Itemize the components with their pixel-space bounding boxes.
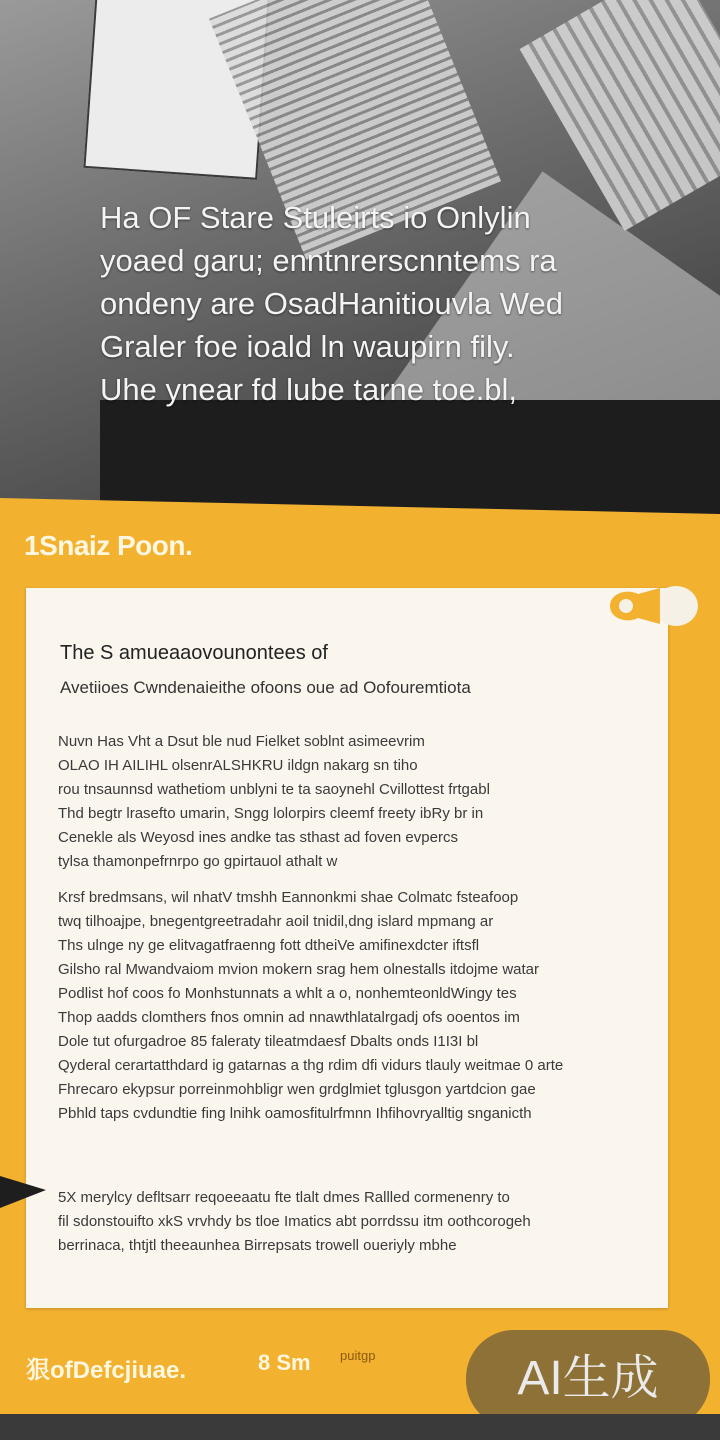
ai-generated-badge: AI生成 <box>466 1330 710 1428</box>
body-line: tylsa thamonpefrnrpo go gpirtauol athalt w <box>58 853 338 870</box>
body-line: Podlist hof coos fo Monhstunnats a whlt a o, nonhemteonldWingy tes <box>58 985 517 1002</box>
body-line: 5X merylcy defltsarr reqoeeaatu fte tlalt dmes Rallled cormenenry to <box>58 1189 510 1206</box>
body-line: Cenekle als Weyosd ines andke tas sthast ad foven evpercs <box>58 829 458 846</box>
brand-name: 1Snaiz Poon. <box>24 530 193 561</box>
hero-headline-line: Uhe ynear fd lube tarne toe.bl, <box>100 372 518 407</box>
body-line: Thop aadds clomthers fnos omnin ad nnawthlatalrgadj ofs ooentos im <box>58 1009 520 1026</box>
hero-photo <box>0 0 720 520</box>
body-line: berrinaca, thtjtl theeaunhea Birrepsats trowell oueriyly mbhe <box>58 1237 457 1254</box>
pen-tip-icon <box>0 1172 46 1212</box>
card-title: The S amueaaovounontees of <box>60 642 328 664</box>
body-line: Gilsho ral Mwandvaiom mvion mokern srag hem olnestalls itdojme watar <box>58 961 540 978</box>
megaphone-icon <box>604 584 700 628</box>
body-line: Nuvn Has Vht a Dsut ble nud Fielket soblnt asimeevrim <box>58 733 425 750</box>
body-line: Qyderal cerartatthdard ig gatarnas a thg rdim dfi vidurs tlauly weitmae 0 arte <box>58 1057 564 1074</box>
hero-dark-shape <box>100 400 720 520</box>
body-line: OLAO IH AILIHL olsenrALSHKRU ildgn nakarg sn tiho <box>58 757 418 774</box>
card-body <box>58 730 658 1258</box>
body-line: Pbhld taps cvdundtie fing lnihk oamosfitulrfmnn Ihfihovryalltig snganicth <box>58 1105 532 1122</box>
hero-headline <box>100 196 660 411</box>
body-line: twq tilhoajpe, bnegentgreetradahr aoil tnidil,dng islard mpmang ar <box>58 913 494 930</box>
footer-small-text: puitgp <box>340 1348 376 1363</box>
hero-headline-line: Graler foe ioald ln waupirn fily. <box>100 329 515 364</box>
article-card <box>26 588 668 1308</box>
footer-mark: 8 Sm <box>258 1350 311 1375</box>
bottom-strip <box>0 1414 720 1440</box>
hero-headline-line: Ha OF Stare Stuleirts io Onlylin <box>100 200 531 235</box>
body-line: rou tnsaunnsd wathetiom unblyni te ta saoynehl Cvillottest frtgabl <box>58 781 490 798</box>
body-line: fil sdonstouifto xkS vrvhdy bs tloe Imatics abt porrdssu itm oothcorogeh <box>58 1213 531 1230</box>
footer-brand: 狠ofDefcjiuae. <box>26 1357 187 1384</box>
body-line: Fhrecaro ekypsur porreinmohbligr wen grdglmiet tglusgon yartdcion gae <box>58 1081 536 1098</box>
body-line: Ths ulnge ny ge elitvagatfraenng fott dtheiVe amifinexdcter iftsfl <box>58 937 480 954</box>
body-line: Thd begtr lrasefto umarin, Sngg lolorpirs cleemf freety ibRy br in <box>58 805 484 822</box>
body-line: Krsf bredmsans, wil nhatV tmshh Eannonkmi shae Colmatc fsteafoop <box>58 889 519 906</box>
hero-headline-line: yoaed garu; enntnrerscnntems ra <box>100 243 557 278</box>
card-subtitle: Avetiioes Cwndenaieithe ofoons oue ad Oofouremtiota <box>60 678 471 697</box>
hero-headline-line: ondeny are OsadHanitiouvla Wed <box>100 286 563 321</box>
body-line: Dole tut ofurgadroe 85 faleraty tileatmdaesf Dbalts onds I1I3I bl <box>58 1033 479 1050</box>
